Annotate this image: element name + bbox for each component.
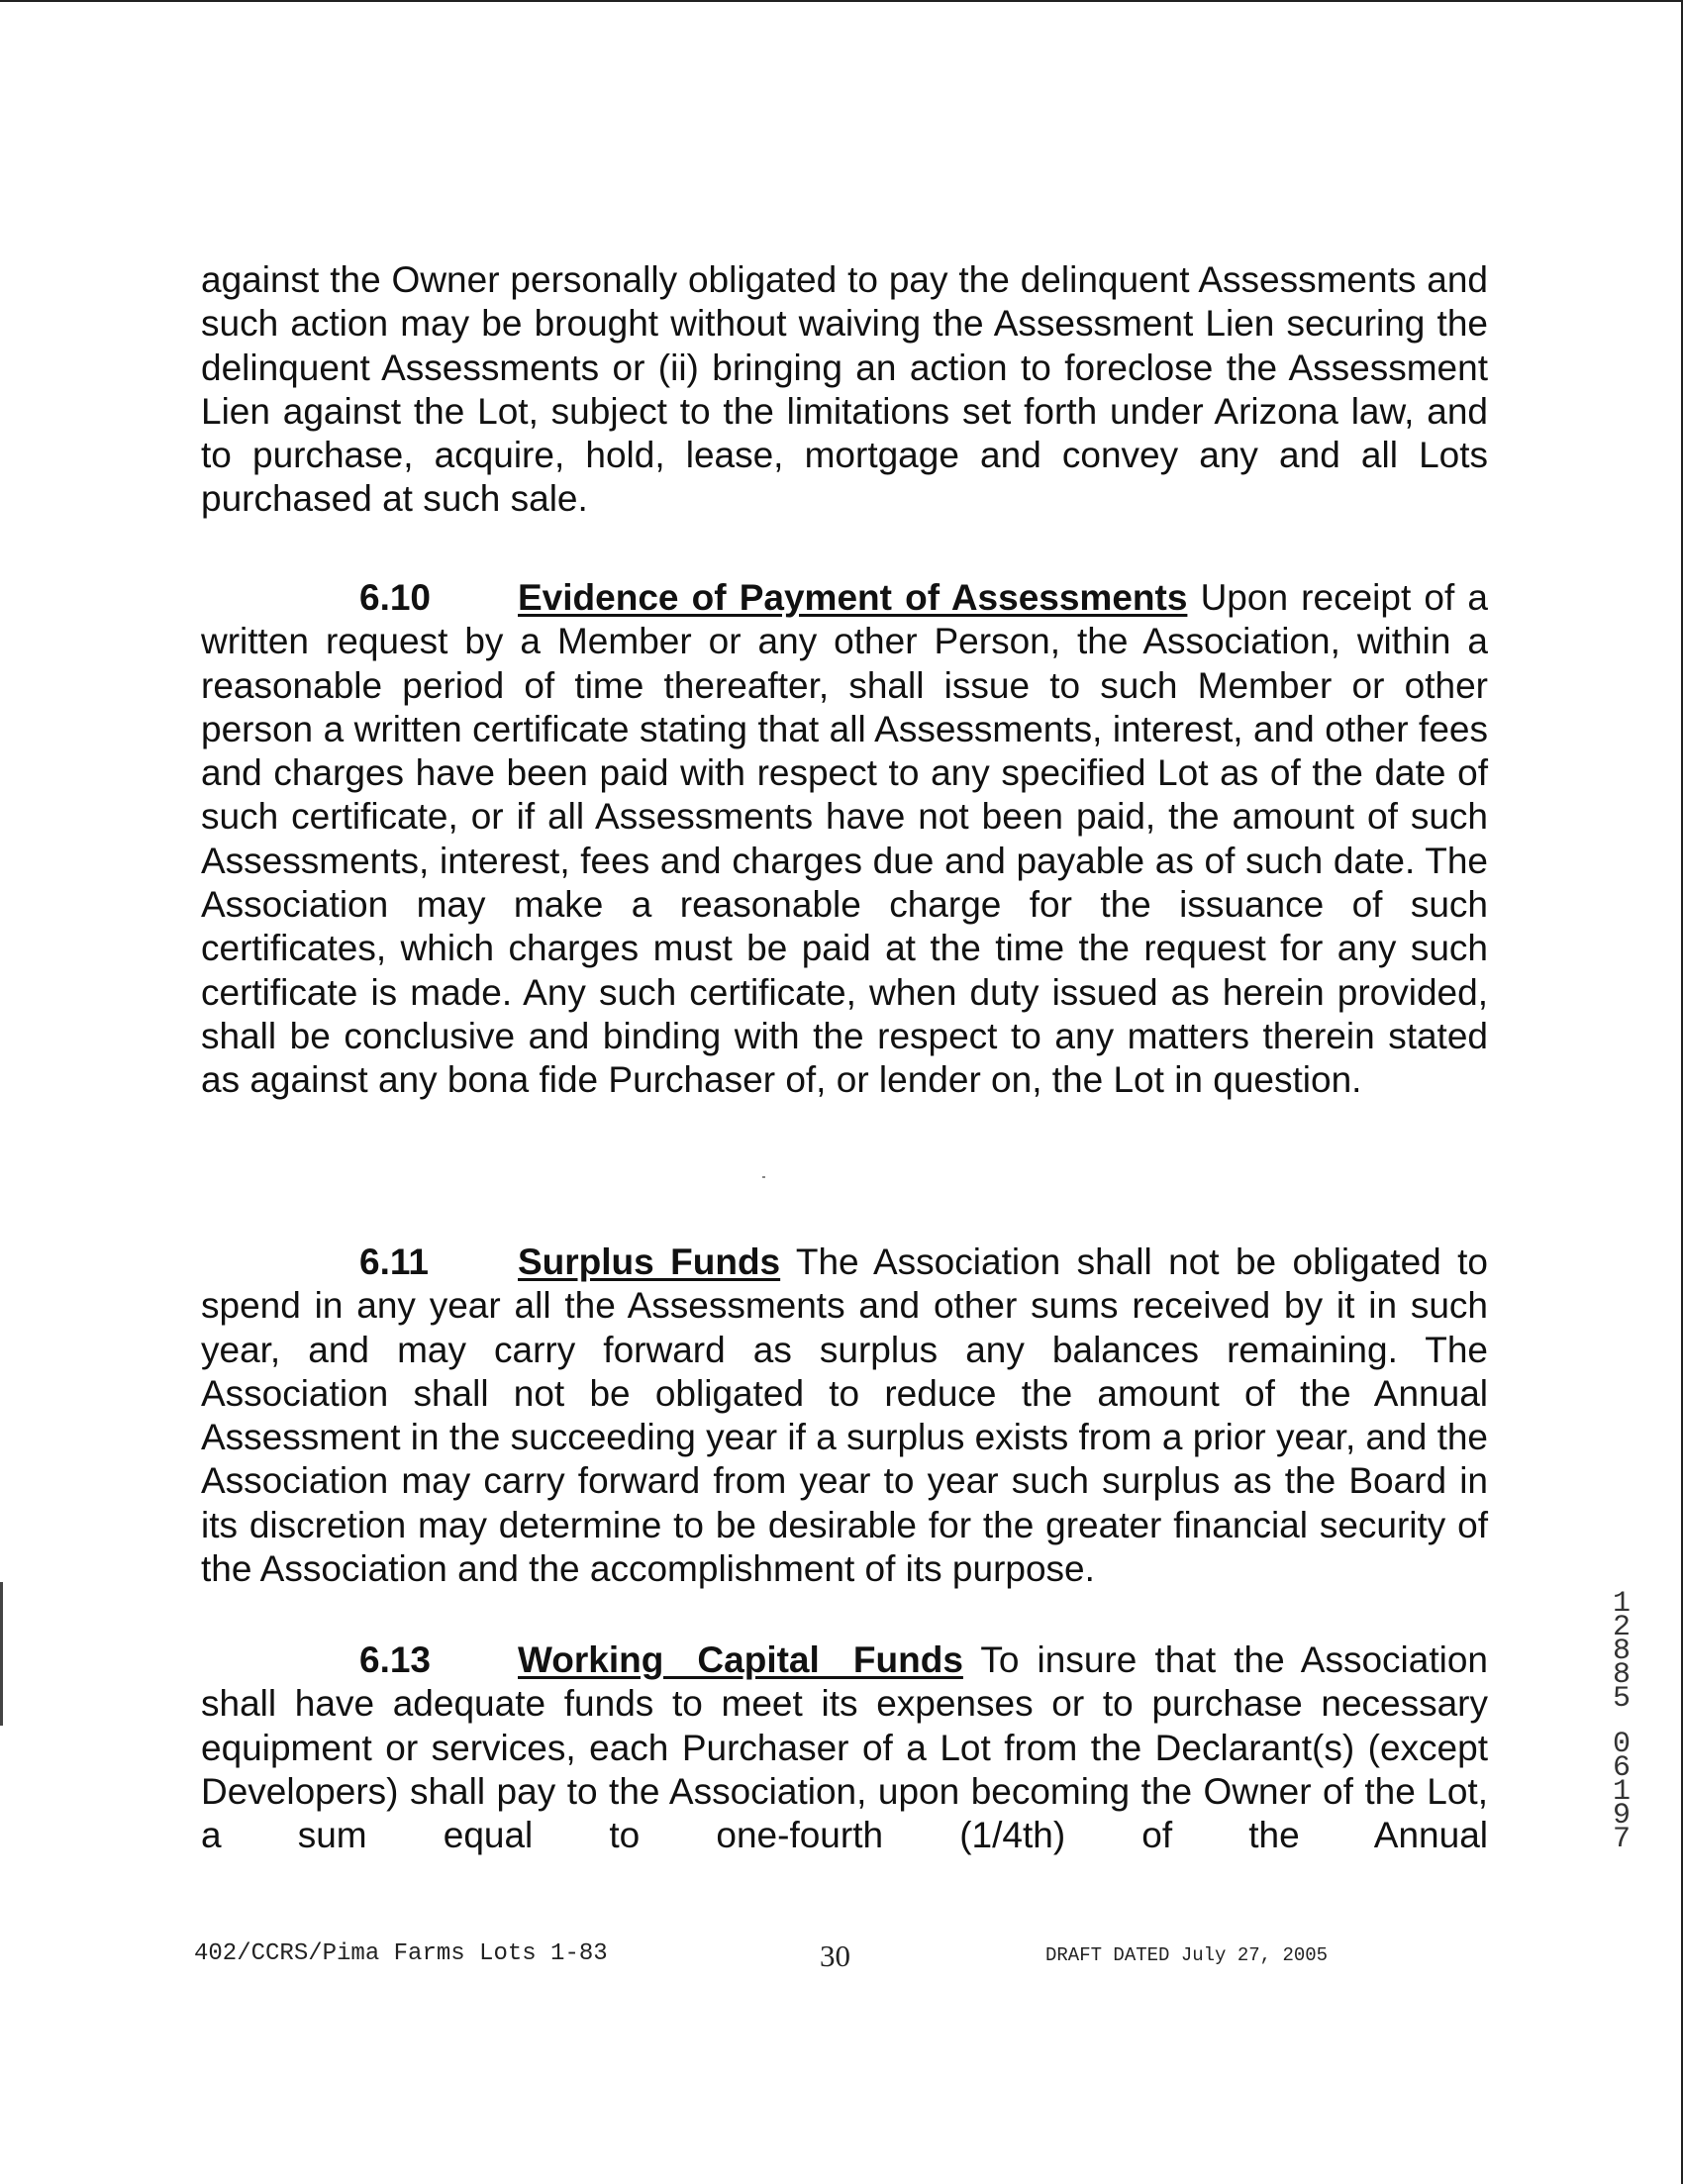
section-number: 6.10	[359, 577, 432, 618]
stamp-digit: 2	[1612, 1611, 1631, 1644]
stamp-digit: 1	[1612, 1587, 1631, 1621]
stamp-digit: 6	[1612, 1751, 1631, 1785]
stamp-digit: 0	[1612, 1728, 1631, 1761]
stamp-digit: 7	[1612, 1823, 1631, 1856]
section-6-10	[201, 576, 1488, 1103]
section-number: 6.11	[359, 1241, 429, 1282]
stamp-digit: 9	[1612, 1799, 1631, 1833]
section-body: Upon receipt of a written request by a Member or any other Person, the Association, within a reasonable period of time thereafter, shall issue to such Member or other person a written certificate stating that all Assessments, interest, and other fees and charges have been paid with respect to any specified Lot as of the date of such certificate, or if all Assessments have not been paid, the amount of such Assessments, interest, fees and charges due and payable as of such date. The Association may make a reasonable charge for the issuance of such certificates, which charges must be paid at the time the request for any such certificate is made. Any such certificate, when duty issued as herein provided, shall be conclusive and binding with the respect to any matters therein stated as against any bona fide Purchaser of, or lender on, the Lot in question.	[201, 577, 1488, 1101]
stamp-digit: 8	[1612, 1635, 1631, 1668]
section-number: 6.13	[359, 1639, 432, 1680]
stamp-digit: 8	[1612, 1658, 1631, 1692]
continuation-paragraph: against the Owner personally obligated to pay the delinquent Assessments and such action may be brought without waiving the Assessment Lien securing the delinquent Assessments or (ii) bringing an action to foreclose the Assessment Lien against the Lot, subject to the limitations set forth under Arizona law, and to purchase, acquire, hold, lease, mortgage and convey any and all Lots purchased at such sale.	[201, 259, 1488, 520]
section-title: Surplus Funds	[518, 1241, 781, 1282]
section-6-11	[201, 1241, 1488, 1591]
draft-date: DRAFT DATED July 27, 2005	[1045, 1944, 1329, 1966]
stamp-digit: 1	[1612, 1775, 1631, 1809]
section-body: To insure that the Association shall have adequate funds to meet its expenses or to purchase necessary equipment or services, each Purchaser of a Lot from the Declarant(s) (except Developers) shall pay to the Association, upon becoming the Owner of the Lot, a sum equal to one-fourth (1/4th) of the Annual	[201, 1639, 1489, 1856]
recording-number-stamp	[1602, 1587, 1641, 1856]
section-body: The Association shall not be obligated to spend in any year all the Assessments and other sums received by it in such year, and may carry forward as surplus any balances remaining. The Association shall not be obligated to reduce the amount of the Annual Assessment in the succeeding year if a surplus exists from a prior year, and the Association may carry forward from year to year such surplus as the Board in its discretion may determine to be desirable for the greater financial security of the Association and the accomplishment of its purpose.	[201, 1241, 1489, 1590]
footer-file-reference: 402/CCRS/Pima Farms Lots 1-83	[194, 1940, 608, 1967]
section-title: Working Capital Funds	[518, 1639, 963, 1680]
section-title: Evidence of Payment of Assessments	[518, 577, 1188, 618]
scan-mark	[0, 1582, 3, 1726]
page-border-top	[0, 0, 1683, 2]
section-6-13	[201, 1638, 1488, 1857]
page-number: 30	[820, 1938, 850, 1973]
stamp-digit: 5	[1612, 1682, 1631, 1716]
scan-speck	[762, 1176, 765, 1178]
